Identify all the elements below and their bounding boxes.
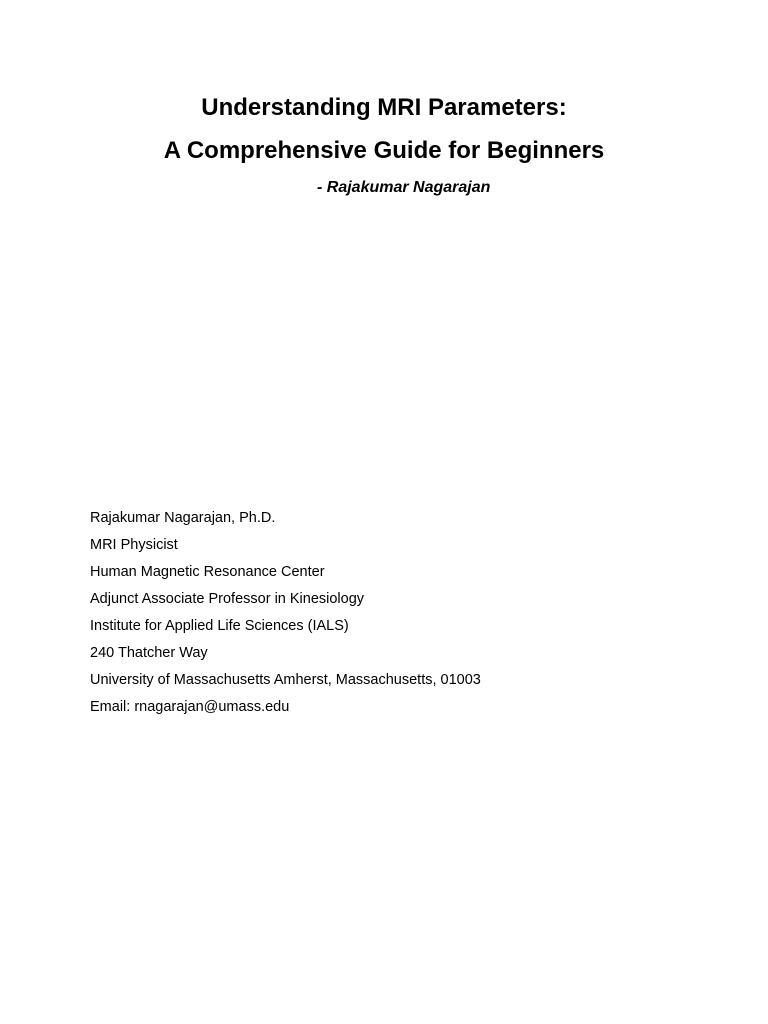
contact-center: Human Magnetic Resonance Center bbox=[90, 564, 325, 580]
contact-university-address: University of Massachusetts Amherst, Massachusetts, 01003 bbox=[90, 672, 481, 688]
contact-street-address: 240 Thatcher Way bbox=[90, 645, 208, 661]
contact-name: Rajakumar Nagarajan, Ph.D. bbox=[90, 510, 276, 526]
document-title-line-1: Understanding MRI Parameters: bbox=[201, 94, 567, 121]
contact-institute: Institute for Applied Life Sciences (IALS) bbox=[90, 618, 349, 634]
document-title-line-2: A Comprehensive Guide for Beginners bbox=[163, 137, 605, 164]
author-contact-block bbox=[90, 505, 481, 721]
contact-email: Email: rnagarajan@umass.edu bbox=[90, 699, 290, 715]
contact-position: MRI Physicist bbox=[90, 537, 178, 553]
contact-appointment: Adjunct Associate Professor in Kinesiology bbox=[90, 591, 365, 607]
author-byline: - Rajakumar Nagarajan bbox=[317, 179, 491, 196]
